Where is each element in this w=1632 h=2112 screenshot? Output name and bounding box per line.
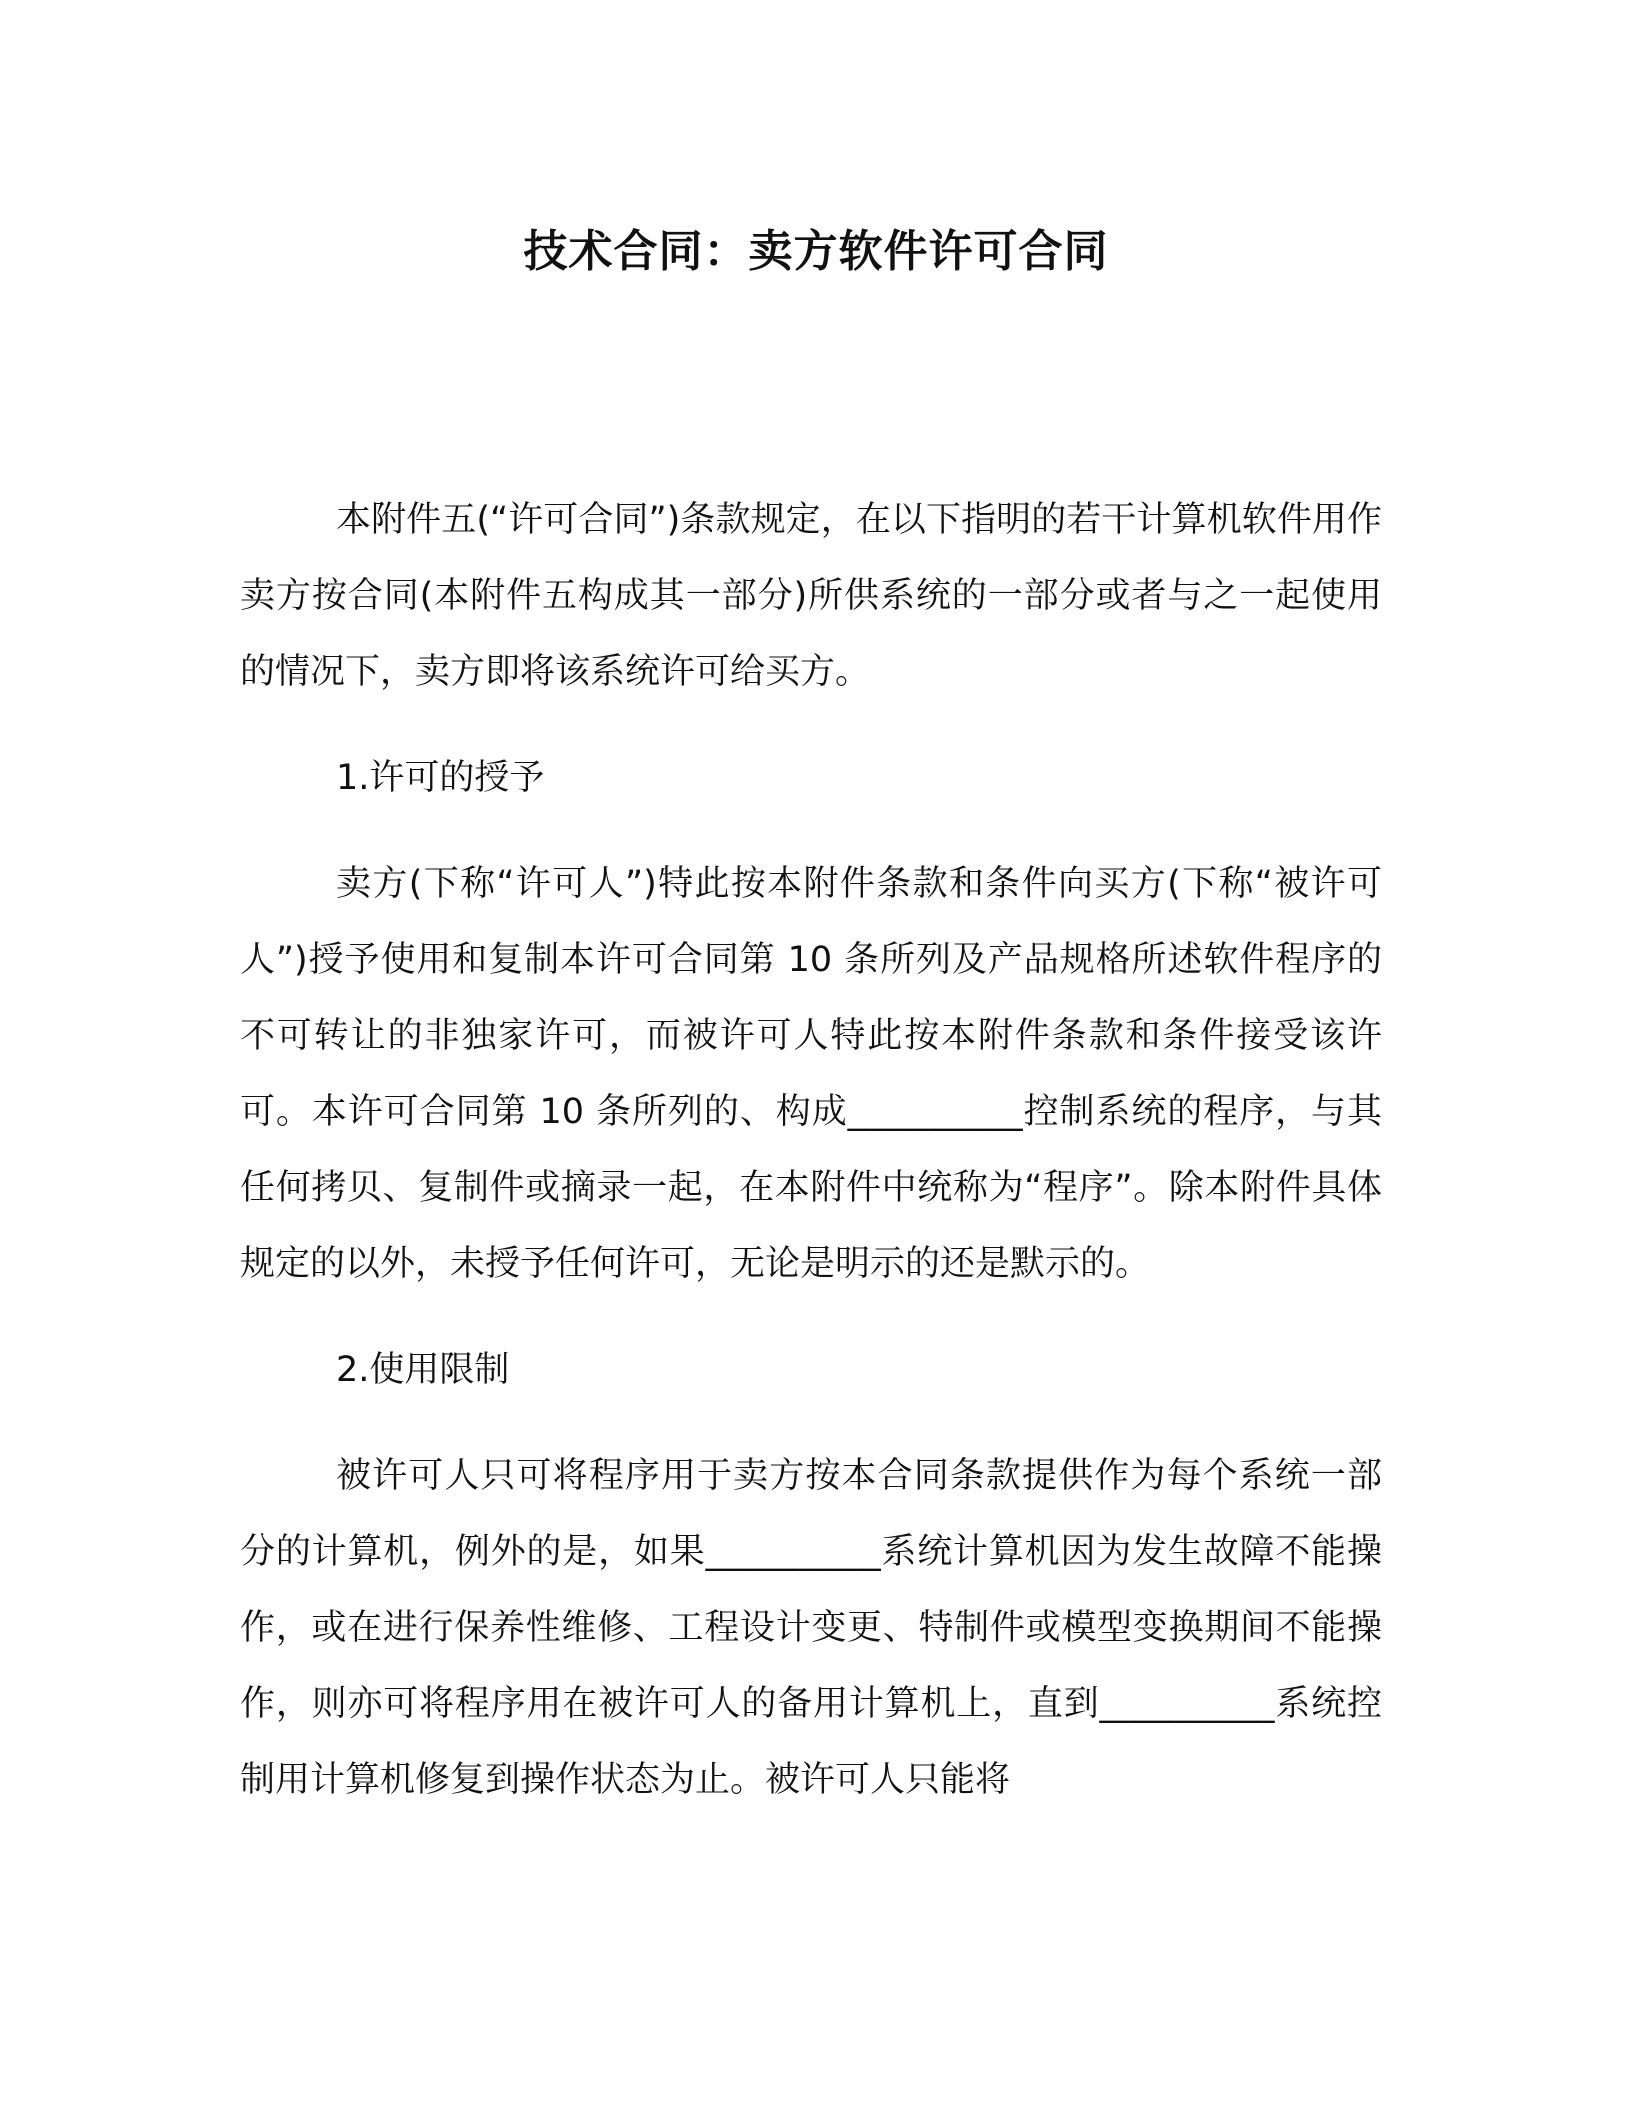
section-body-use-restriction: 被许可人只可将程序用于卖方按本合同条款提供作为每个系统一部分的计算机，例外的是，如果__________系统计算机因为发生故障不能操作，或在进行保养性维修、工程设计变更、特制件或模型变换期间不能操作，则亦可将程序用在被许可人的备用计算机上，直到__________系统控制用计算机修复到操作状态为止。被许可人只能将 xyxy=(240,1456,1382,1800)
document-title: 技术合同：卖方软件许可合同 xyxy=(523,226,1109,277)
document-body xyxy=(240,482,1382,1818)
spacer xyxy=(240,710,1382,740)
section-heading-license-grant: 1.许可的授予 xyxy=(336,758,545,798)
spacer xyxy=(240,1302,1382,1332)
intro-paragraph: 本附件五(“许可合同”)条款规定，在以下指明的若干计算机软件用作卖方按合同(本附件五构成其一部分)所供系统的一部分或者与之一起使用的情况下，卖方即将该系统许可给买方。 xyxy=(240,500,1382,692)
spacer xyxy=(240,816,1382,846)
spacer xyxy=(240,1408,1382,1438)
section-body-license-grant: 卖方(下称“许可人”)特此按本附件条款和条件向买方(下称“被许可人”)授予使用和复制本许可合同第 10 条所列及产品规格所述软件程序的不可转让的非独家许可，而被许可人特此按本附件条款和条件接受该许可。本许可合同第 10 条所列的、构成__________控制系统的程序，与其任何拷贝、复制件或摘录一起，在本附件中统称为“程序”。除本附件具体规定的以外，未授予任何许可，无论是明示的还是默示的。 xyxy=(240,864,1382,1284)
section-heading-use-restriction: 2.使用限制 xyxy=(336,1350,510,1390)
